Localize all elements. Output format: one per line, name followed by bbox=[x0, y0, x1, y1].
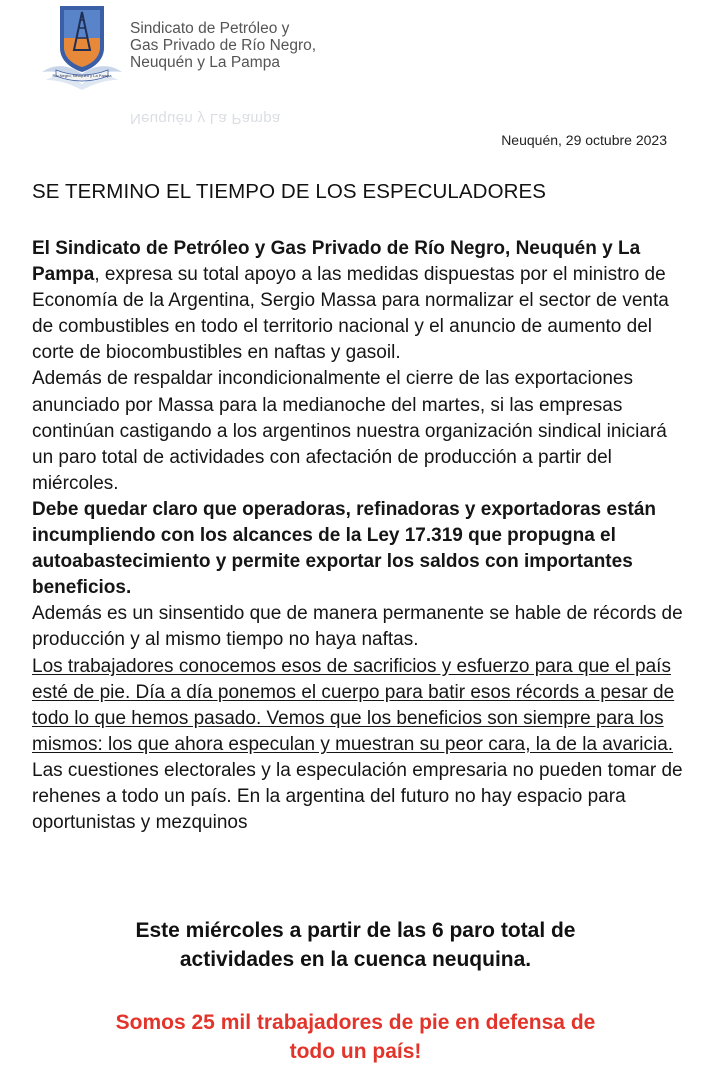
final-slogan bbox=[0, 1008, 711, 1066]
letterhead bbox=[0, 0, 711, 140]
paragraph-1 bbox=[32, 236, 687, 366]
org-line-2: Gas Privado de Río Negro, bbox=[130, 37, 317, 54]
org-line-1: Sindicato de Petróleo y bbox=[130, 20, 290, 37]
paragraph-6: Las cuestiones electorales y la especulación empresaria no pueden tomar de rehenes a todo un país. En la argentina del futuro no hay espacio para oportunistas y mezquinos bbox=[32, 759, 683, 834]
slogan-line-2: todo un país! bbox=[289, 1040, 422, 1063]
org-line-3: Neuquén y La Pampa bbox=[130, 54, 280, 71]
paragraph-5-underlined: Los trabajadores conocemos esos de sacrificios y esfuerzo para que el país esté de pie. Día a día ponemos el cuerpo para batir esos récords a pesar de todo lo que hemos pasado. Vemos que los beneficios son siempre para los mismos: los que ahora especulan y muestran su peor cara, la de la avaricia. bbox=[32, 655, 675, 755]
org-name-reflection: Neuquén y La Pampa bbox=[130, 110, 281, 127]
statement-body bbox=[32, 236, 687, 836]
date-line: Neuquén, 29 octubre 2023 bbox=[501, 132, 667, 148]
logo-banner-text: Rio Negro, Neuquén y La Pampa bbox=[52, 73, 112, 78]
paragraph-3-bold: Debe quedar claro que operadoras, refinadoras y exportadoras están incumpliendo con los alcances de la Ley 17.319 que propugna el autoabastecimiento y permite exportar los saldos con importantes beneficios. bbox=[32, 498, 657, 599]
paragraph-1-text: , expresa su total apoyo a las medidas dispuestas por el ministro de Economía de la Argentina, Sergio Massa para normalizar el sector de venta de combustibles en todo el territorio nacional y el anuncio de aumento del corte de biocombustibles en naftas y gasoil. bbox=[32, 264, 669, 364]
document-title: SE TERMINO EL TIEMPO DE LOS ESPECULADORES bbox=[32, 180, 547, 203]
union-logo bbox=[38, 0, 126, 100]
strike-line-1: Este miércoles a partir de las 6 paro total de bbox=[135, 919, 576, 942]
paragraph-4: Además es un sinsentido que de manera permanente se hable de récords de producción y al mismo tiempo no haya naftas. bbox=[32, 603, 683, 651]
union-name-bold: El Sindicato de Petróleo y Gas Privado de Río Negro, Neuquén y La Pampa bbox=[32, 238, 641, 286]
strike-line-2: actividades en la cuenca neuquina. bbox=[179, 948, 532, 971]
strike-announcement bbox=[0, 916, 711, 974]
paragraph-2: Además de respaldar incondicionalmente el cierre de las exportaciones anunciado por Massa para la medianoche del martes, si las empresas continúan castigando a los argentinos nuestra organización sindical iniciará un paro total de actividades con afectación de producción a partir del miércoles. bbox=[32, 368, 667, 494]
organization-name bbox=[130, 20, 316, 71]
slogan-line-1: Somos 25 mil trabajadores de pie en defensa de bbox=[115, 1011, 596, 1034]
